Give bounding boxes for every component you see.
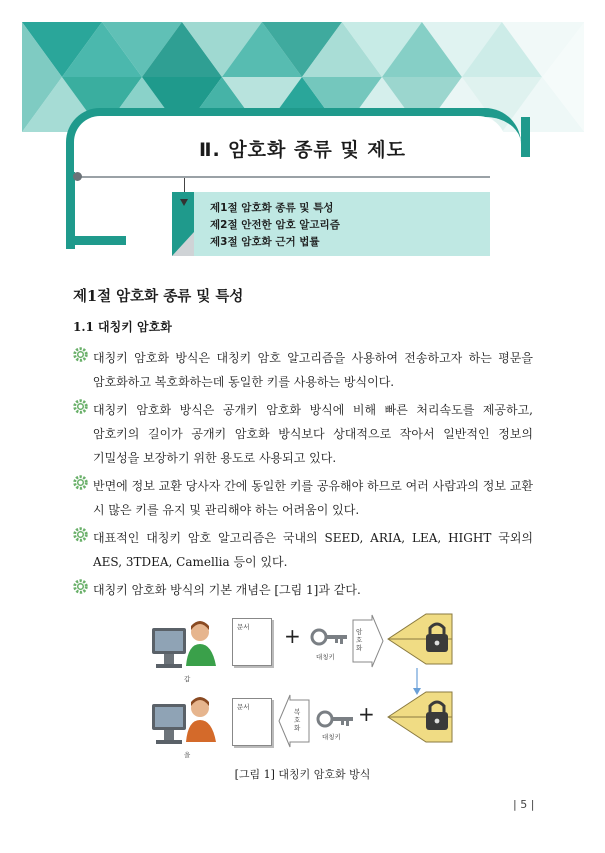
figure-symmetric-encryption bbox=[150, 612, 460, 762]
bullet-text: 대칭키 암호화 방식의 기본 개념은 [그림 1]과 같다. bbox=[93, 583, 361, 597]
document-icon bbox=[232, 698, 272, 746]
frame-tail bbox=[66, 236, 126, 245]
bullet-item bbox=[73, 346, 533, 394]
plus-icon: + bbox=[284, 624, 301, 648]
bullet-text: 대칭키 암호화 방식은 대칭키 암호 알고리즘을 사용하여 전송하고자 하는 평문을 암호화하고 복호화하는데 동일한 키를 사용하는 방식이다. bbox=[93, 351, 533, 389]
bullet-item bbox=[73, 398, 533, 470]
toc-item[interactable]: 제3절 암호화 근거 법률 bbox=[210, 236, 320, 248]
divider-dot bbox=[73, 172, 82, 181]
toc-item[interactable]: 제2절 안전한 암호 알고리즘 bbox=[210, 219, 340, 231]
bullet-item bbox=[73, 578, 533, 602]
locked-envelope-icon bbox=[386, 690, 456, 744]
gear-bullet-icon bbox=[73, 527, 88, 542]
user-a-label: 갑 bbox=[184, 675, 191, 683]
bullet-item bbox=[73, 474, 533, 522]
bullet-text: 반면에 정보 교환 당사자 간에 동일한 키를 공유해야 하므로 여러 사람과의 정보 교환 시 많은 키를 유지 및 관리해야 하는 어려움이 있다. bbox=[93, 479, 533, 517]
toc-arrow-icon bbox=[180, 199, 188, 206]
bullet-text: 대칭키 암호화 방식은 공개키 암호화 방식에 비해 빠른 처리속도를 제공하고, 암호키의 길이가 공개키 암호화 방식보다 상대적으로 작아서 일반적인 정보의 기밀성을 보장하기 위한 용도로 사용되고 있다. bbox=[93, 403, 533, 465]
bullet-text: 대표적인 대칭키 암호 알고리즘은 국내의 SEED, ARIA, LEA, HIGHT 국외의 AES, 3TDEA, Camellia 등이 있다. bbox=[93, 531, 533, 569]
key-icon bbox=[316, 708, 356, 730]
user-b-label: 을 bbox=[184, 751, 191, 759]
gear-bullet-icon bbox=[73, 579, 88, 594]
toc-item[interactable]: 제1절 암호화 종류 및 특성 bbox=[210, 202, 334, 214]
key-label: 대칭키 bbox=[316, 653, 335, 661]
divider-line bbox=[78, 176, 490, 178]
encrypt-label: 암호화 bbox=[356, 628, 363, 652]
key-icon bbox=[310, 626, 350, 648]
user-computer-icon bbox=[150, 616, 220, 678]
gear-bullet-icon bbox=[73, 399, 88, 414]
doc-label: 문서 bbox=[237, 703, 250, 711]
chapter-title: Ⅱ. 암호화 종류 및 제도 bbox=[198, 139, 407, 161]
document-icon bbox=[232, 618, 272, 666]
key-label: 대칭키 bbox=[322, 733, 341, 741]
gear-bullet-icon bbox=[73, 475, 88, 490]
sub-heading: 1.1 대칭키 암호화 bbox=[73, 320, 172, 334]
figure-caption: [그림 1] 대칭키 암호화 방식 bbox=[234, 768, 371, 781]
decrypt-label: 복호화 bbox=[294, 708, 301, 732]
plus-icon: + bbox=[358, 702, 375, 726]
doc-label: 문서 bbox=[237, 623, 250, 631]
locked-envelope-icon bbox=[386, 612, 456, 666]
gear-bullet-icon bbox=[73, 347, 88, 362]
user-computer-icon bbox=[150, 692, 220, 754]
page-number: | 5 | bbox=[513, 798, 535, 811]
section-heading: 제1절 암호화 종류 및 특성 bbox=[73, 288, 244, 305]
bullet-item bbox=[73, 526, 533, 574]
chapter-toc bbox=[172, 192, 490, 256]
